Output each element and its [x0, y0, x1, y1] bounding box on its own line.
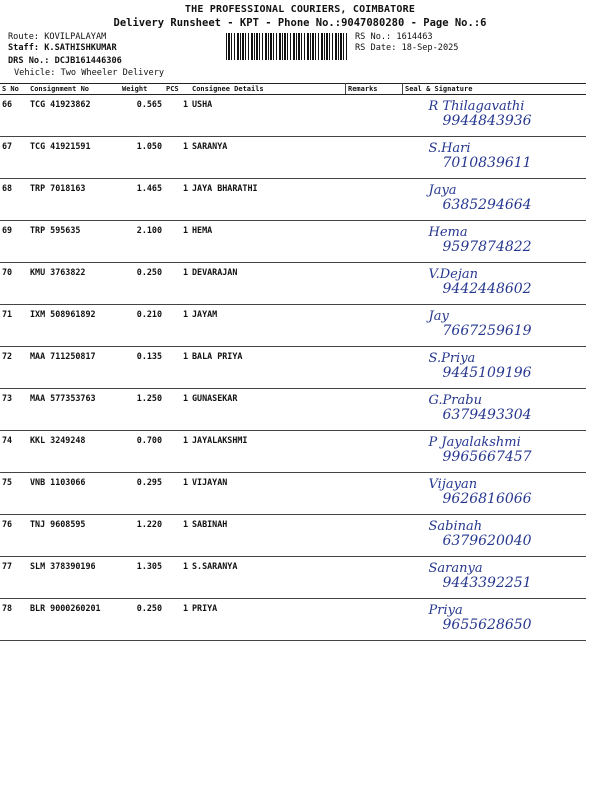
consignment-cell: TRP 7018163 — [28, 179, 120, 221]
pcs-cell: 1 — [164, 179, 190, 221]
consignee-cell: SARANYA — [190, 137, 346, 179]
weight-cell: 0.250 — [120, 263, 164, 305]
signature-cell — [403, 473, 587, 515]
consignee-cell: BALA PRIYA — [190, 347, 346, 389]
consignee-cell: JAYA BHARATHI — [190, 179, 346, 221]
consignee-cell: USHA — [190, 95, 346, 137]
col-seal: Seal & Signature — [403, 84, 587, 95]
consignee-cell: VIJAYAN — [190, 473, 346, 515]
remarks-cell — [346, 389, 403, 431]
handwritten-signature — [429, 351, 532, 381]
signature-cell — [403, 221, 587, 263]
col-remarks: Remarks — [346, 84, 403, 95]
consignee-cell: S.SARANYA — [190, 557, 346, 599]
table-row — [0, 221, 586, 263]
signature-name: Saranya — [428, 561, 483, 576]
signature-cell — [403, 431, 587, 473]
weight-cell: 0.295 — [120, 473, 164, 515]
sno-cell: 70 — [0, 263, 28, 305]
handwritten-signature — [429, 393, 532, 423]
signature-cell — [403, 305, 587, 347]
runsheet-table — [0, 83, 586, 641]
pcs-cell: 1 — [164, 431, 190, 473]
consignment-cell: VNB 1103066 — [28, 473, 120, 515]
remarks-cell — [346, 137, 403, 179]
consignment-cell: MAA 711250817 — [28, 347, 120, 389]
pcs-cell: 1 — [164, 137, 190, 179]
table-header-row — [0, 84, 586, 95]
table-row — [0, 431, 586, 473]
remarks-cell — [346, 263, 403, 305]
signature-phone: 9442448602 — [442, 281, 532, 297]
signature-phone: 7667259619 — [442, 323, 532, 339]
signature-phone: 9443392251 — [442, 575, 532, 591]
remarks-cell — [346, 305, 403, 347]
consignment-cell: TCG 41921591 — [28, 137, 120, 179]
handwritten-signature — [429, 477, 532, 507]
sno-cell: 75 — [0, 473, 28, 515]
runsheet-subtitle: Delivery Runsheet - KPT - Phone No.:9047080280 - Page No.:6 — [113, 17, 487, 29]
handwritten-signature — [429, 519, 532, 549]
remarks-cell — [346, 431, 403, 473]
sno-cell: 68 — [0, 179, 28, 221]
sno-cell: 76 — [0, 515, 28, 557]
consignee-cell: HEMA — [190, 221, 346, 263]
sno-cell: 66 — [0, 95, 28, 137]
signature-name: Hema — [428, 225, 468, 240]
signature-cell — [403, 389, 587, 431]
consignment-cell: SLM 378390196 — [28, 557, 120, 599]
pcs-cell: 1 — [164, 473, 190, 515]
table-row — [0, 473, 586, 515]
signature-name: V.Dejan — [428, 267, 479, 282]
remarks-cell — [346, 557, 403, 599]
signature-phone: 7010839611 — [442, 155, 532, 171]
rs-info — [355, 32, 458, 54]
pcs-cell: 1 — [164, 599, 190, 641]
col-sno: S No — [0, 84, 28, 95]
remarks-cell — [346, 347, 403, 389]
pcs-cell: 1 — [164, 221, 190, 263]
signature-phone: 9626816066 — [442, 491, 532, 507]
consignee-cell: DEVARAJAN — [190, 263, 346, 305]
signature-name: Jaya — [428, 183, 457, 198]
sno-cell: 69 — [0, 221, 28, 263]
handwritten-signature — [429, 141, 532, 171]
consignment-cell: MAA 577353763 — [28, 389, 120, 431]
table-row — [0, 263, 586, 305]
company-title: THE PROFESSIONAL COURIERS, COIMBATORE — [184, 4, 416, 15]
table-row — [0, 347, 586, 389]
signature-name: Priya — [428, 603, 463, 618]
remarks-cell — [346, 473, 403, 515]
weight-cell: 1.250 — [120, 389, 164, 431]
consignee-cell: SABINAH — [190, 515, 346, 557]
table-row — [0, 515, 586, 557]
handwritten-signature — [429, 603, 532, 633]
weight-cell: 0.250 — [120, 599, 164, 641]
consignment-cell: TCG 41923862 — [28, 95, 120, 137]
route-text: Route: KOVILPALAYAM — [8, 32, 107, 42]
weight-cell: 0.210 — [120, 305, 164, 347]
col-details: Consignee Details — [190, 84, 346, 95]
weight-cell: 1.305 — [120, 557, 164, 599]
weight-cell: 0.700 — [120, 431, 164, 473]
rs-number: RS No.: 1614463 — [355, 32, 433, 42]
signature-name: Sabinah — [428, 519, 483, 534]
consignment-cell: BLR 9000260201 — [28, 599, 120, 641]
signature-name: S.Hari — [428, 141, 471, 156]
handwritten-signature — [429, 99, 532, 129]
pcs-cell: 1 — [164, 347, 190, 389]
signature-phone: 9445109196 — [442, 365, 532, 381]
sno-cell: 74 — [0, 431, 28, 473]
sno-cell: 71 — [0, 305, 28, 347]
table-row — [0, 389, 586, 431]
pcs-cell: 1 — [164, 263, 190, 305]
signature-phone: 9655628650 — [442, 617, 532, 633]
signature-cell — [403, 557, 587, 599]
signature-name: S.Priya — [428, 351, 476, 366]
weight-cell: 1.465 — [120, 179, 164, 221]
barcode-image — [226, 33, 348, 60]
signature-name: Vijayan — [428, 477, 478, 492]
consignee-cell: JAYALAKSHMI — [190, 431, 346, 473]
col-pcs: PCS — [164, 84, 190, 95]
weight-cell: 0.565 — [120, 95, 164, 137]
rs-date: RS Date: 18-Sep-2025 — [355, 43, 459, 53]
handwritten-signature — [429, 183, 532, 213]
sno-cell: 72 — [0, 347, 28, 389]
weight-cell: 1.220 — [120, 515, 164, 557]
signature-phone: 6379493304 — [442, 407, 532, 423]
sno-cell: 77 — [0, 557, 28, 599]
consignment-cell: TNJ 9608595 — [28, 515, 120, 557]
signature-name: P Jayalakshmi — [428, 435, 521, 450]
signature-cell — [403, 95, 587, 137]
consignment-cell: KKL 3249248 — [28, 431, 120, 473]
table-row — [0, 179, 586, 221]
signature-phone: 6385294664 — [442, 197, 532, 213]
remarks-cell — [346, 221, 403, 263]
signature-phone: 9597874822 — [442, 239, 532, 255]
pcs-cell: 1 — [164, 305, 190, 347]
pcs-cell: 1 — [164, 557, 190, 599]
handwritten-signature — [429, 561, 532, 591]
remarks-cell — [346, 179, 403, 221]
consignee-cell: GUNASEKAR — [190, 389, 346, 431]
signature-name: R Thilagavathi — [428, 99, 525, 114]
table-row — [0, 137, 586, 179]
signature-phone: 9944843936 — [442, 113, 532, 129]
drs-number: DRS No.: DCJB161446306 — [8, 56, 122, 66]
sno-cell: 78 — [0, 599, 28, 641]
signature-cell — [403, 347, 587, 389]
staff-text: Staff: K.SATHISHKUMAR — [8, 43, 117, 53]
pcs-cell: 1 — [164, 95, 190, 137]
weight-cell: 2.100 — [120, 221, 164, 263]
sno-cell: 73 — [0, 389, 28, 431]
handwritten-signature — [429, 225, 532, 255]
signature-name: Jay — [428, 309, 449, 324]
signature-cell — [403, 599, 587, 641]
table-row — [0, 599, 586, 641]
weight-cell: 1.050 — [120, 137, 164, 179]
vehicle-text: Vehicle: Two Wheeler Delivery — [14, 68, 165, 78]
table-row — [0, 305, 586, 347]
signature-cell — [403, 179, 587, 221]
pcs-cell: 1 — [164, 515, 190, 557]
table-row — [0, 95, 586, 137]
signature-cell — [403, 515, 587, 557]
signature-cell — [403, 263, 587, 305]
consignment-cell: TRP 595635 — [28, 221, 120, 263]
signature-cell — [403, 137, 587, 179]
consignee-cell: JAYAM — [190, 305, 346, 347]
remarks-cell — [346, 95, 403, 137]
consignment-cell: KMU 3763822 — [28, 263, 120, 305]
signature-name: G.Prabu — [428, 393, 482, 408]
col-consignment: Consignment No — [28, 84, 120, 95]
table-row — [0, 557, 586, 599]
sno-cell: 67 — [0, 137, 28, 179]
pcs-cell: 1 — [164, 389, 190, 431]
handwritten-signature — [429, 309, 532, 339]
signature-phone: 6379620040 — [442, 533, 532, 549]
signature-phone: 9965667457 — [442, 449, 532, 465]
col-weight: Weight — [120, 84, 164, 95]
remarks-cell — [346, 599, 403, 641]
remarks-cell — [346, 515, 403, 557]
consignee-cell: PRIYA — [190, 599, 346, 641]
consignment-cell: IXM 508961892 — [28, 305, 120, 347]
handwritten-signature — [429, 435, 532, 465]
handwritten-signature — [429, 267, 532, 297]
weight-cell: 0.135 — [120, 347, 164, 389]
